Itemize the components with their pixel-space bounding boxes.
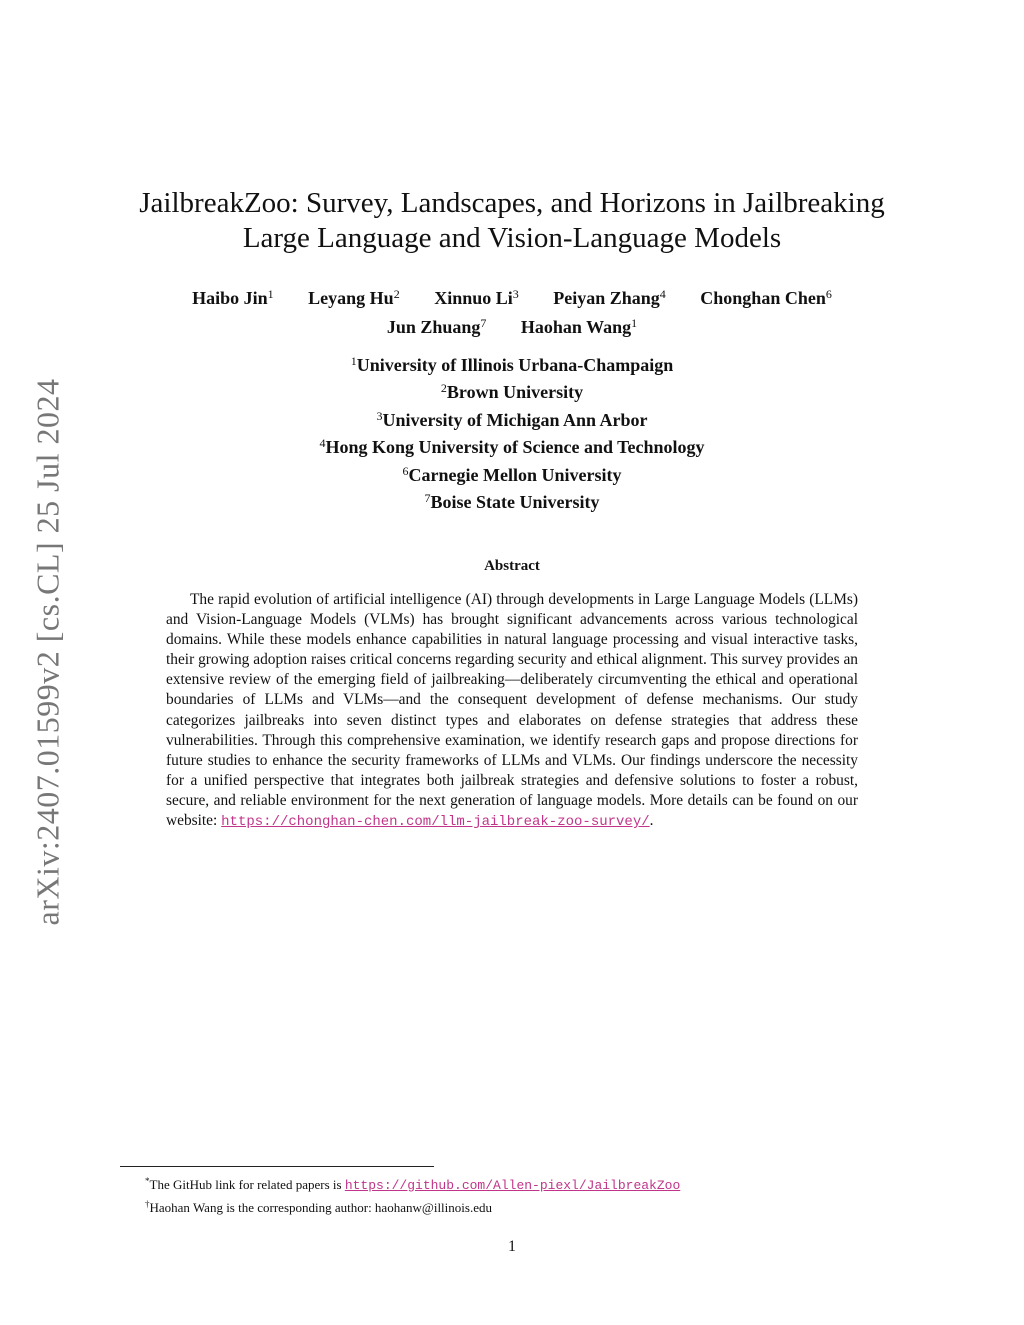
affiliation bbox=[0, 460, 1024, 487]
affiliation-name: University of Illinois Urbana-Champaign bbox=[356, 355, 674, 375]
footnote-github bbox=[145, 1172, 905, 1195]
author-name: Peiyan Zhang bbox=[553, 288, 660, 308]
footnote-mark: † bbox=[145, 1199, 150, 1209]
author-name: Haohan Wang bbox=[520, 317, 632, 337]
author-name: Haibo Jin bbox=[192, 288, 268, 308]
footnote-text: Haohan Wang is the corresponding author: haohanw@illinois.edu bbox=[149, 1200, 492, 1215]
affiliation-mark: 4 bbox=[319, 436, 326, 451]
arxiv-identifier: arXiv:2407.01599v2 [cs.CL] 25 Jul 2024 bbox=[29, 378, 66, 926]
affiliation-name: University of Michigan Ann Arbor bbox=[382, 409, 648, 430]
author-affiliation-mark: 1 bbox=[267, 287, 274, 301]
author-name: Jun Zhuang bbox=[386, 317, 481, 337]
abstract-body bbox=[166, 590, 858, 832]
author bbox=[521, 311, 637, 340]
author-list bbox=[0, 282, 1024, 340]
affiliation-mark: 3 bbox=[376, 408, 383, 423]
footnote-divider bbox=[120, 1166, 434, 1167]
paper-title bbox=[0, 186, 1024, 256]
affiliation bbox=[0, 487, 1024, 514]
affiliation bbox=[0, 432, 1024, 459]
affiliation bbox=[0, 405, 1024, 432]
author-affiliation-mark: 4 bbox=[659, 287, 666, 301]
footnote-text: The GitHub link for related papers is bbox=[149, 1177, 345, 1192]
author-row-2 bbox=[0, 311, 1024, 340]
affiliation-name: Hong Kong University of Science and Technology bbox=[325, 437, 705, 458]
author bbox=[387, 311, 487, 340]
author-affiliation-mark: 7 bbox=[480, 316, 487, 330]
author-affiliation-mark: 2 bbox=[393, 287, 400, 301]
author-name: Leyang Hu bbox=[308, 288, 394, 308]
author bbox=[553, 282, 666, 311]
project-website-link[interactable]: https://chonghan-chen.com/llm-jailbreak-zoo-survey/ bbox=[221, 814, 650, 831]
author-name: Chonghan Chen bbox=[700, 288, 826, 308]
author-row-1 bbox=[0, 282, 1024, 311]
affiliation bbox=[0, 377, 1024, 404]
affiliation-name: Brown University bbox=[446, 382, 584, 403]
affiliation-mark: 2 bbox=[440, 381, 447, 396]
author-affiliation-mark: 6 bbox=[825, 287, 832, 301]
affiliation-name: Boise State University bbox=[430, 492, 600, 513]
footnotes bbox=[145, 1172, 905, 1217]
affiliation-mark: 1 bbox=[350, 354, 357, 368]
author-name: Xinnuo Li bbox=[434, 288, 513, 308]
author-affiliation-mark: 3 bbox=[512, 287, 519, 301]
author-affiliation-mark: 1 bbox=[631, 316, 638, 330]
affiliation bbox=[0, 350, 1024, 377]
abstract-end: . bbox=[649, 812, 654, 830]
footnote-mark: * bbox=[145, 1176, 150, 1186]
affiliation-name: Carnegie Mellon University bbox=[408, 464, 622, 485]
abstract-text: The rapid evolution of artificial intelligence (AI) through developments in Large Language Models (LLMs) and Vision-Language Models (VLMs) has brought significant advancements across various technological domains. While these models enhance capabilities in natural language processing and visual interactive tasks, their growing adoption raises critical concerns regarding security and ethical alignment. This survey provides an extensive review of the emerging field of jailbreaking—deliberately circumventing the ethical and operational boundaries of LLMs and VLMs—and the consequent development of defense mechanisms. Our study categorizes jailbreaks into seven distinct types and elaborates on defense strategies that address these vulnerabilities. Through this comprehensive examination, we identify research gaps and propose directions for future studies to enhance the security frameworks of LLMs and VLMs. Our findings underscore the necessity for a unified perspective that integrates both jailbreak strategies and defensive solutions to foster a robust, secure, and reliable environment for the next generation of language models. More details can be found on our website: bbox=[166, 591, 858, 830]
page-number: 1 bbox=[508, 1238, 516, 1255]
author bbox=[192, 282, 274, 311]
affiliation-mark: 7 bbox=[424, 491, 431, 506]
author bbox=[434, 282, 519, 311]
footnote-corresponding-author bbox=[145, 1195, 905, 1217]
affiliation-list bbox=[0, 350, 1024, 514]
title-line-2: Large Language and Vision-Language Models bbox=[242, 222, 782, 254]
author bbox=[308, 282, 400, 311]
title-line-1: JailbreakZoo: Survey, Landscapes, and Horizons in Jailbreaking bbox=[139, 187, 885, 219]
github-link[interactable]: https://github.com/Allen-piexl/JailbreakZoo bbox=[344, 1178, 681, 1193]
author bbox=[700, 282, 832, 311]
affiliation-mark: 6 bbox=[402, 463, 409, 478]
abstract-heading: Abstract bbox=[484, 558, 540, 574]
